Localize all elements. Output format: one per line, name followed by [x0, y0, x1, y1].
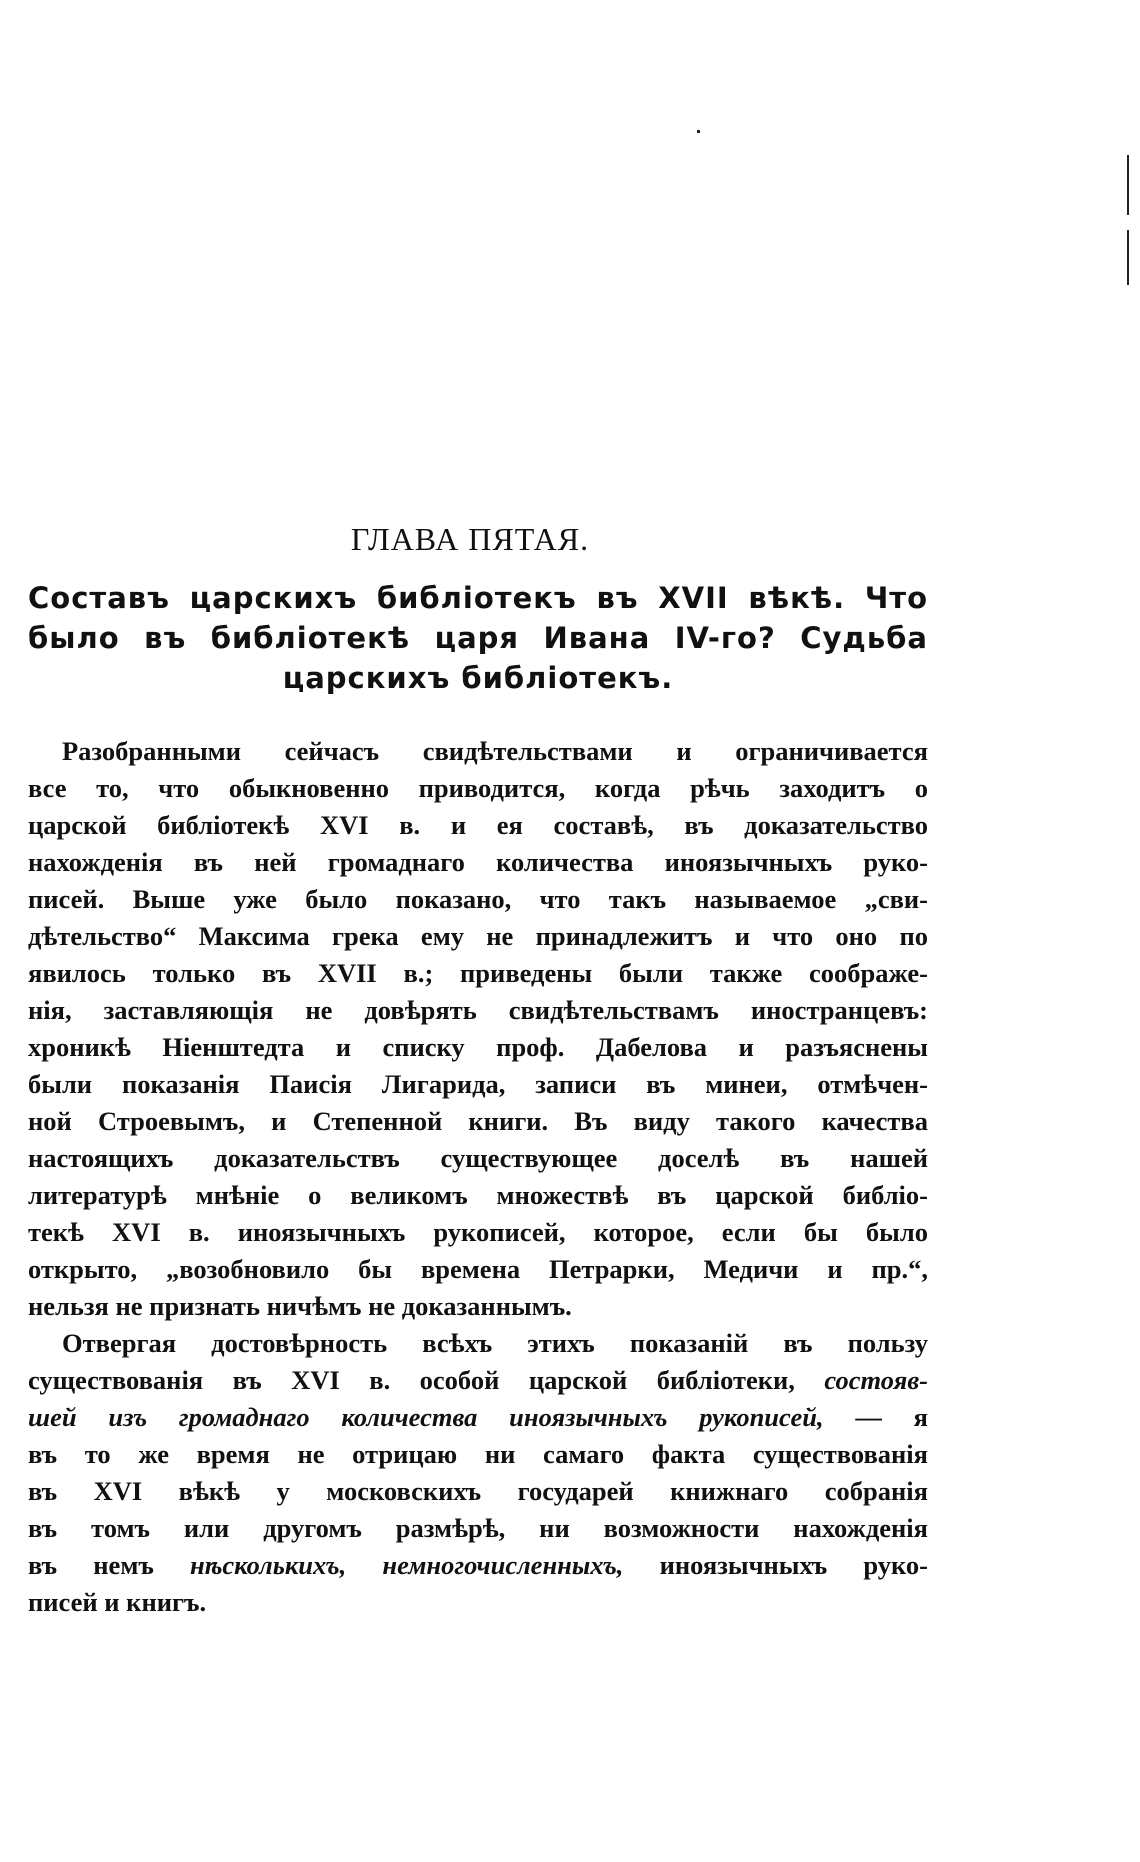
- chapter-heading: ГЛАВА ПЯТАЯ.: [350, 521, 590, 558]
- text-segment: существованія въ XVI в. особой царской библіотеки,: [28, 1365, 825, 1395]
- text-line: были показанія Паисія Лигарида, записи въ минеи, отмѣчен-: [28, 1069, 928, 1099]
- text-line: текѣ XVI в. иноязычныхъ рукописей, которое, если бы было: [28, 1217, 928, 1247]
- scan-mark-margin-line-2: [1127, 230, 1129, 285]
- text-line: открыто, „возобновило бы времена Петрарки, Медичи и пр.“,: [28, 1254, 928, 1284]
- emphasis-text: состояв-: [824, 1365, 928, 1395]
- text-line: явилось только въ XVII в.; приведены были также соображе-: [28, 958, 928, 988]
- text-line: [28, 1547, 928, 1584]
- text-line: все то, что обыкновенно приводится, когда рѣчь заходитъ о: [28, 773, 928, 803]
- text-line: [28, 1399, 928, 1436]
- text-line: дѣтельство“ Максима грека ему не принадлежитъ и что оно по: [28, 921, 928, 951]
- emphasis-text: шей изъ громаднаго количества иноязычныхъ рукописей,: [28, 1402, 824, 1432]
- subtitle-line-3: царскихъ библіотекъ.: [282, 661, 674, 695]
- subtitle-line-1: Составъ царскихъ библіотекъ въ XVII вѣкѣ. Что: [28, 581, 928, 615]
- text-line: ной Строевымъ, и Степенной книги. Въ виду такого качества: [28, 1106, 928, 1136]
- subtitle-line-2: было въ библіотекѣ царя Ивана IV-го? Судьба: [28, 621, 928, 655]
- text-line: въ XVI вѣкѣ у московскихъ государей книжнаго собранія: [28, 1476, 928, 1506]
- text-segment: въ немъ: [28, 1550, 190, 1580]
- text-line: [28, 1362, 928, 1399]
- text-line: писей. Выше уже было показано, что такъ называемое „сви-: [28, 884, 928, 914]
- text-line: хроникѣ Ніенштедта и списку проф. Дабелова и разъяснены: [28, 1032, 928, 1062]
- text-line: писей и книгъ.: [28, 1587, 207, 1617]
- text-line: въ то же время не отрицаю ни самаго факта существованія: [28, 1439, 928, 1469]
- text-line: нія, заставляющія не довѣрять свидѣтельствамъ иностранцевъ:: [28, 995, 928, 1025]
- text-line: литературѣ мнѣніе о великомъ множествѣ въ царской библіо-: [28, 1180, 928, 1210]
- text-segment: иноязычныхъ руко-: [623, 1550, 928, 1580]
- text-line: Отвергая достовѣрность всѣхъ этихъ показаній въ пользу: [62, 1328, 928, 1358]
- chapter-subtitle: [28, 578, 928, 698]
- text-line: въ томъ или другомъ размѣрѣ, ни возможности нахожденія: [28, 1513, 928, 1543]
- text-line: Разобранными сейчасъ свидѣтельствами и ограничивается: [62, 736, 928, 766]
- text-line: нельзя не признать ничѣмъ не доказаннымъ.: [28, 1291, 572, 1321]
- emphasis-text: нѣсколькихъ, немногочисленныхъ,: [190, 1550, 624, 1580]
- scan-mark-top: [697, 130, 700, 133]
- text-line: настоящихъ доказательствъ существующее доселѣ въ нашей: [28, 1143, 928, 1173]
- text-segment: — я: [823, 1402, 928, 1432]
- paragraph-2: [28, 1325, 928, 1621]
- paragraph-1: [28, 733, 928, 1325]
- text-line: царской библіотекѣ XVI в. и ея составѣ, въ доказательство: [28, 810, 928, 840]
- scan-mark-margin-line-1: [1127, 155, 1129, 215]
- text-line: нахожденія въ ней громаднаго количества иноязычныхъ руко-: [28, 847, 928, 877]
- body-text: [28, 733, 928, 1621]
